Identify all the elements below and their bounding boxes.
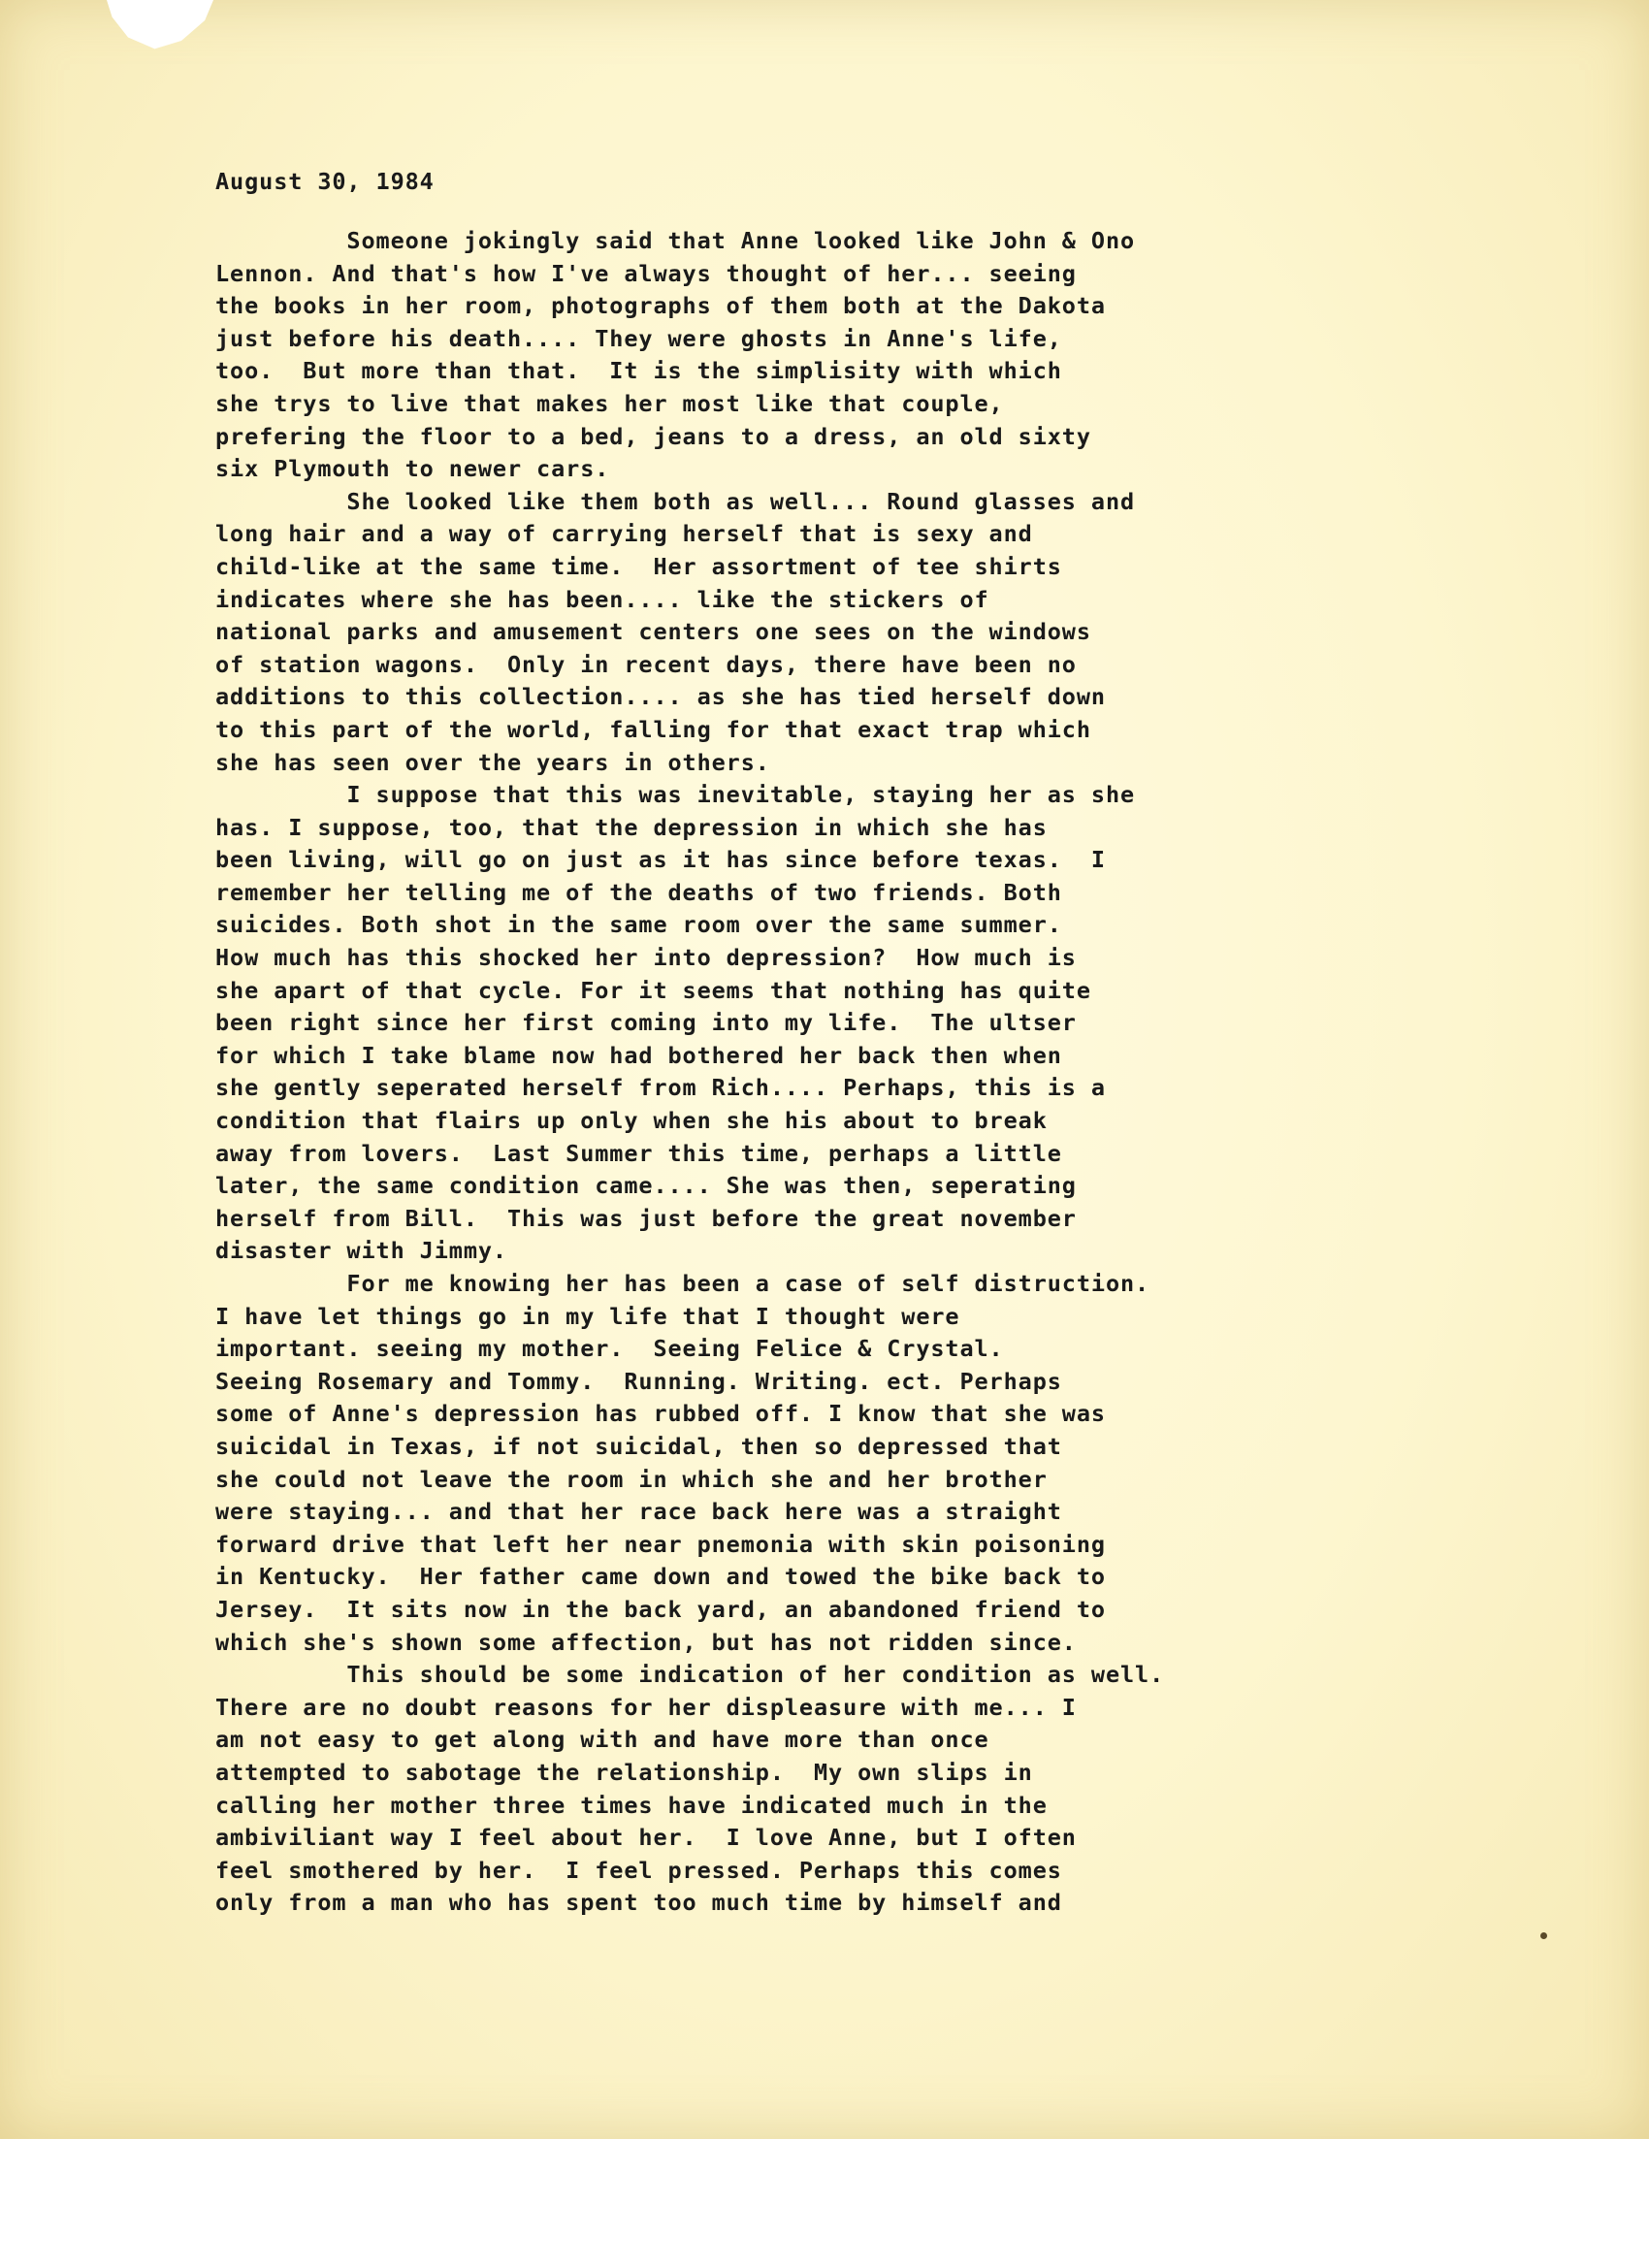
torn-corner (107, 0, 213, 68)
text-line: she could not leave the room in which she and her brother (215, 1465, 1048, 1493)
text-line: six Plymouth to newer cars. (215, 455, 610, 483)
text-line: she apart of that cycle. For it seems that nothing has quite (215, 976, 1091, 1004)
text-line: which she's shown some affection, but has not ridden since. (215, 1628, 1077, 1656)
text-line: How much has this shocked her into depression? How much is (215, 944, 1077, 972)
text-line: away from lovers. Last Summer this time, perhaps a little (215, 1139, 1062, 1167)
text-line: only from a man who has spent too much time by himself and (215, 1889, 1062, 1917)
text-line: additions to this collection.... as she has tied herself down (215, 683, 1106, 711)
text-line: feel smothered by her. I feel pressed. Perhaps this comes (215, 1856, 1062, 1884)
text-line: She looked like them both as well... Round glasses and (215, 487, 1136, 515)
text-line: Jersey. It sits now in the back yard, an abandoned friend to (215, 1595, 1106, 1623)
text-line: she trys to live that makes her most like that couple, (215, 389, 1004, 417)
text-line: some of Anne's depression has rubbed off. I know that she was (215, 1400, 1106, 1428)
text-line: has. I suppose, too, that the depression in which she has (215, 813, 1048, 841)
text-line: the books in her room, photographs of them both at the Dakota (215, 292, 1106, 320)
text-line: calling her mother three times have indicated much in the (215, 1791, 1048, 1819)
ink-spot (1540, 1932, 1547, 1939)
text-line: forward drive that left her near pnemonia with skin poisoning (215, 1530, 1106, 1558)
text-line: suicidal in Texas, if not suicidal, then so depressed that (215, 1432, 1062, 1460)
text-line: ambiviliant way I feel about her. I love Anne, but I often (215, 1824, 1077, 1852)
text-line: I suppose that this was inevitable, staying her as she (215, 781, 1136, 809)
text-line: Lennon. And that's how I've always thought of her... seeing (215, 259, 1077, 287)
text-line: This should be some indication of her condition as well. (215, 1661, 1165, 1689)
text-line: suicides. Both shot in the same room over the same summer. (215, 911, 1062, 939)
text-line: she gently seperated herself from Rich.... Perhaps, this is a (215, 1074, 1106, 1102)
text-line: to this part of the world, falling for that exact trap which (215, 715, 1091, 743)
letter-body (215, 165, 1438, 1920)
text-line: indicates where she has been.... like the stickers of (215, 585, 989, 613)
text-line: for which I take blame now had bothered her back then when (215, 1041, 1062, 1069)
text-line: been right since her first coming into my life. The ultser (215, 1009, 1077, 1037)
text-line: I have let things go in my life that I thought were (215, 1302, 960, 1330)
text-line: just before his death.... They were ghosts in Anne's life, (215, 324, 1062, 352)
text-line: long hair and a way of carrying herself that is sexy and (215, 520, 1033, 548)
text-line: were staying... and that her race back here was a straight (215, 1498, 1062, 1526)
text-line: prefering the floor to a bed, jeans to a dress, an old sixty (215, 422, 1091, 450)
text-line: important. seeing my mother. Seeing Felice & Crystal. (215, 1335, 1004, 1363)
text-line: been living, will go on just as it has since before texas. I (215, 846, 1106, 874)
text-line: of station wagons. Only in recent days, there have been no (215, 650, 1077, 678)
text-line: attempted to sabotage the relationship. My own slips in (215, 1758, 1033, 1786)
text-line: later, the same condition came.... She was then, seperating (215, 1172, 1077, 1200)
text-line: national parks and amusement centers one sees on the windows (215, 618, 1091, 646)
text-line: herself from Bill. This was just before the great november (215, 1204, 1077, 1232)
text-line: Someone jokingly said that Anne looked like John & Ono (215, 227, 1136, 254)
letter-lines (215, 225, 1438, 1920)
text-line: child-like at the same time. Her assortment of tee shirts (215, 552, 1062, 580)
text-line: she has seen over the years in others. (215, 748, 770, 776)
text-line: am not easy to get along with and have more than once (215, 1726, 989, 1754)
text-line: There are no doubt reasons for her displeasure with me... I (215, 1693, 1077, 1721)
text-line: too. But more than that. It is the simplisity with which (215, 357, 1062, 385)
text-line: remember her telling me of the deaths of two friends. Both (215, 878, 1062, 906)
text-line: Seeing Rosemary and Tommy. Running. Writing. ect. Perhaps (215, 1367, 1062, 1395)
text-line: condition that flairs up only when she his about to break (215, 1107, 1048, 1135)
text-line: disaster with Jimmy. (215, 1237, 507, 1265)
text-line: in Kentucky. Her father came down and towed the bike back to (215, 1563, 1106, 1591)
text-line: For me knowing her has been a case of self distruction. (215, 1270, 1150, 1297)
letter-date: August 30, 1984 (215, 168, 435, 195)
